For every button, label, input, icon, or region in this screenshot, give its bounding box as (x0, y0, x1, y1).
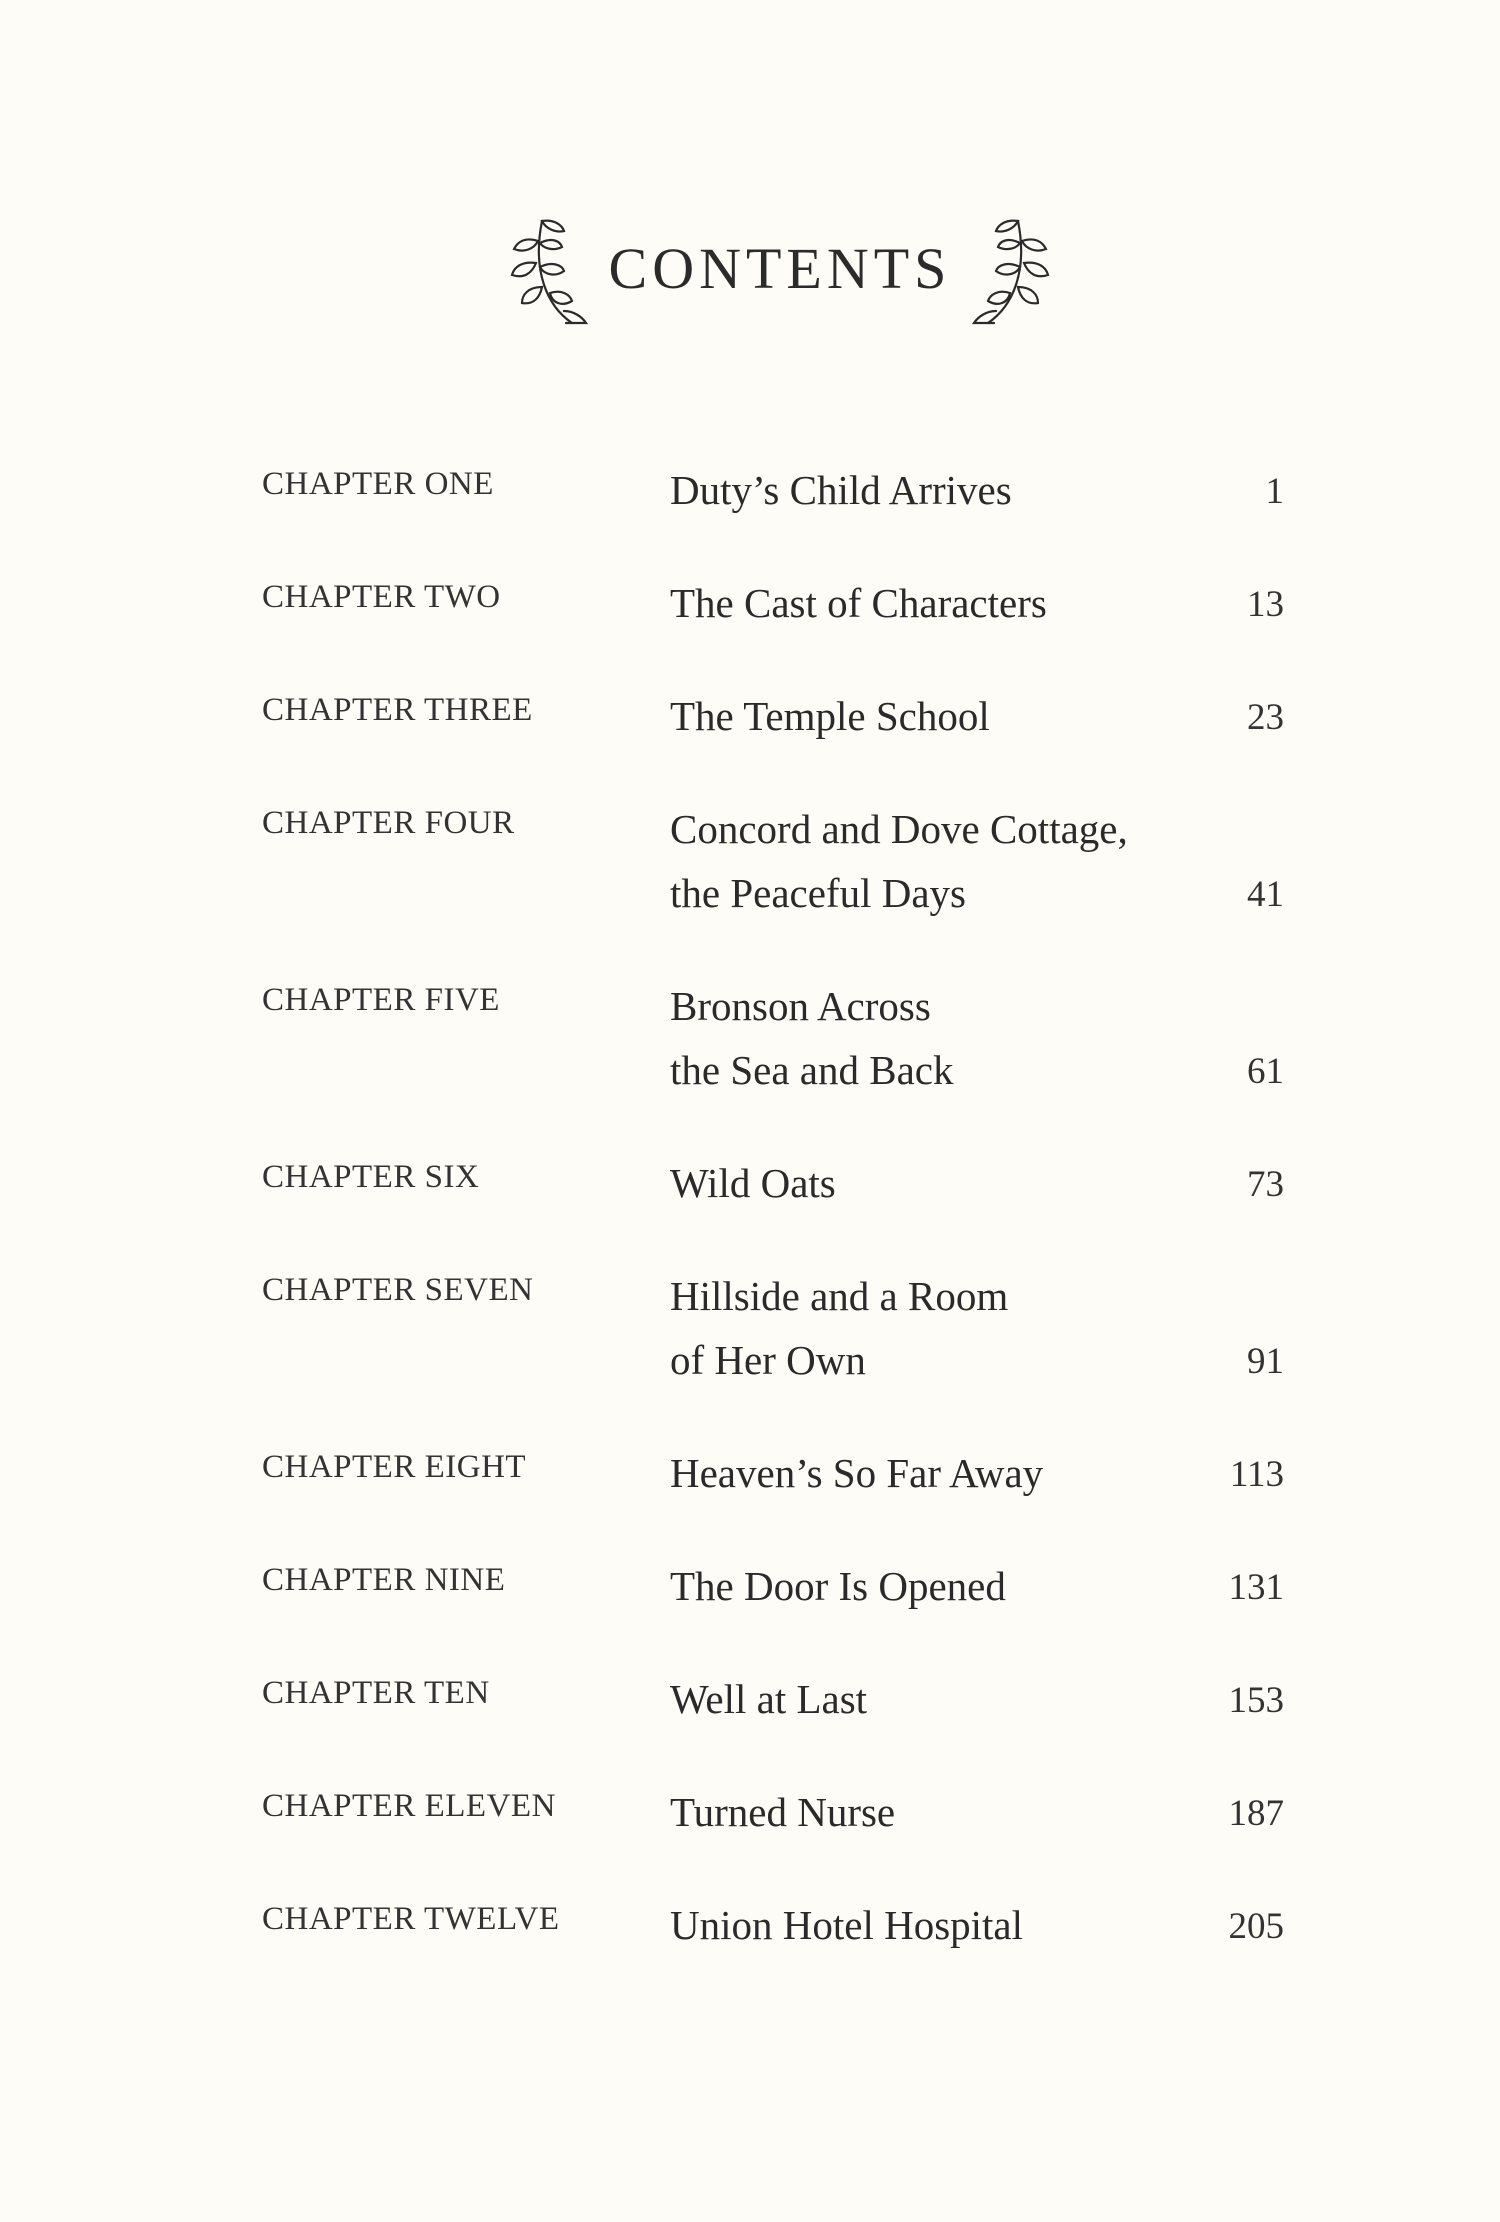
chapter-title (670, 1893, 1023, 1957)
chapter-title-line: Union Hotel Hospital (670, 1902, 1024, 1948)
chapter-label: CHAPTER EIGHT (262, 1449, 527, 1485)
chapter-title-line: of Her Own (670, 1337, 866, 1383)
chapter-title (670, 1264, 1008, 1392)
page-number: 131 (1228, 1567, 1284, 1608)
chapter-label: CHAPTER SEVEN (262, 1272, 534, 1308)
chapter-title-line: Turned Nurse (670, 1789, 896, 1835)
page-number: 23 (1247, 697, 1284, 738)
chapter-title (670, 974, 953, 1102)
chapter-title-line: Concord and Dove Cottage, (670, 806, 1128, 852)
page-number: 113 (1229, 1454, 1284, 1495)
page-number: 205 (1228, 1906, 1284, 1947)
page-number: 13 (1247, 584, 1284, 625)
chapter-title-line: The Temple School (670, 693, 990, 739)
page-number: 41 (1247, 874, 1284, 915)
chapter-label: CHAPTER TEN (262, 1675, 490, 1711)
chapter-title-line: The Door Is Opened (670, 1563, 1006, 1609)
chapter-title-line: Wild Oats (670, 1160, 836, 1206)
page-number: 1 (1265, 471, 1284, 512)
chapter-title (670, 684, 990, 748)
page-number: 73 (1247, 1164, 1284, 1205)
chapter-title (670, 571, 1047, 635)
chapter-label: CHAPTER FOUR (262, 805, 515, 841)
chapter-title (670, 1780, 895, 1844)
chapter-title-line: Duty’s Child Arrives (670, 467, 1012, 513)
chapter-title-line: Well at Last (670, 1676, 868, 1722)
chapter-title-line: the Sea and Back (670, 1047, 954, 1093)
chapter-label: CHAPTER TWO (262, 579, 501, 615)
chapter-title-line: The Cast of Characters (670, 580, 1047, 626)
chapter-label: CHAPTER NINE (262, 1562, 506, 1598)
page-number: 91 (1247, 1341, 1284, 1382)
chapter-label: CHAPTER FIVE (262, 982, 500, 1018)
chapter-title-line: Heaven’s So Far Away (670, 1450, 1044, 1496)
chapter-label: CHAPTER ELEVEN (262, 1788, 556, 1824)
chapter-title-line: Hillside and a Room (670, 1273, 1009, 1319)
chapter-title-line: the Peaceful Days (670, 870, 966, 916)
chapter-title-line: Bronson Across (670, 983, 931, 1029)
chapter-title (670, 1441, 1043, 1505)
chapter-title (670, 1151, 836, 1215)
chapter-title (670, 797, 1128, 925)
chapter-label: CHAPTER THREE (262, 692, 533, 728)
chapter-title (670, 1667, 867, 1731)
contents-title: CONTENTS (608, 236, 952, 301)
chapter-label: CHAPTER TWELVE (262, 1901, 560, 1937)
chapter-title (670, 458, 1012, 522)
chapter-title (670, 1554, 1006, 1618)
page-number: 153 (1228, 1680, 1284, 1721)
chapter-label: CHAPTER ONE (262, 466, 494, 502)
page-number: 187 (1228, 1793, 1284, 1834)
page-number: 61 (1247, 1051, 1284, 1092)
chapter-label: CHAPTER SIX (262, 1159, 480, 1195)
